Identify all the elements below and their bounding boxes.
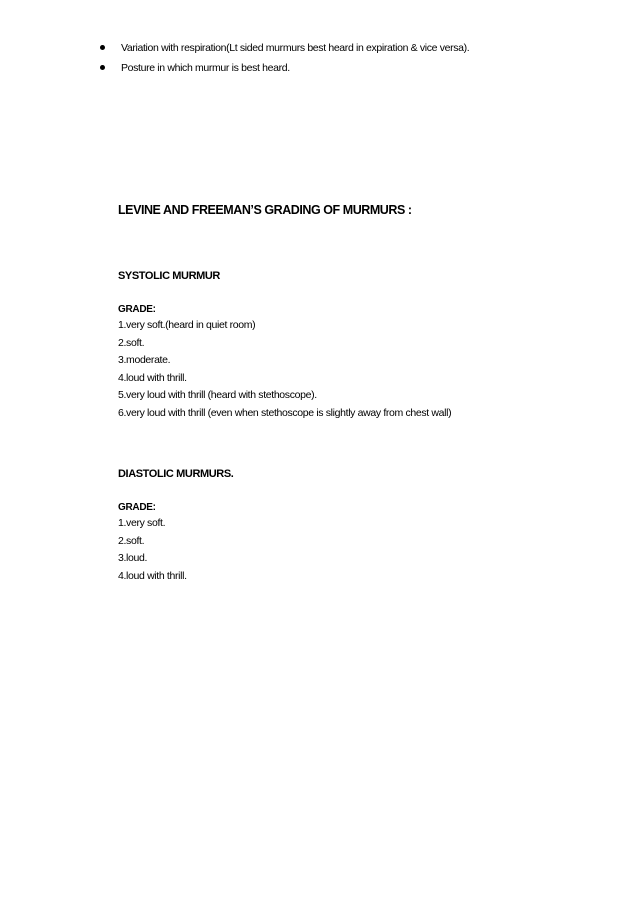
grade-item: 4.loud with thrill. bbox=[118, 371, 187, 384]
bullet-icon bbox=[100, 45, 105, 50]
bullet-icon bbox=[100, 65, 105, 70]
grade-item: 2.soft. bbox=[118, 336, 145, 349]
grade-item: 2.soft. bbox=[118, 534, 145, 547]
grade-item: 3.moderate. bbox=[118, 354, 171, 366]
bullet-item bbox=[100, 58, 620, 78]
systolic-grade-label: GRADE: bbox=[118, 304, 156, 315]
bullet-item bbox=[100, 38, 620, 58]
bullet-list bbox=[100, 38, 620, 78]
grade-item: 1.very soft. bbox=[118, 517, 166, 529]
grade-item: 4.loud with thrill. bbox=[118, 569, 187, 582]
systolic-grade-list bbox=[118, 317, 451, 422]
diastolic-grade-list bbox=[118, 515, 187, 585]
grade-item: 5.very loud with thrill (heard with stethoscope). bbox=[118, 389, 317, 401]
bullet-text: Variation with respiration(Lt sided murmurs best heard in expiration & vice versa). bbox=[121, 42, 470, 54]
systolic-heading: SYSTOLIC MURMUR bbox=[118, 270, 220, 282]
diastolic-grade-label: GRADE: bbox=[118, 502, 156, 513]
bullet-text: Posture in which murmur is best heard. bbox=[121, 62, 290, 74]
grade-item: 6.very loud with thrill (even when stethoscope is slightly away from chest wall) bbox=[118, 406, 452, 419]
grade-item: 3.loud. bbox=[118, 552, 148, 564]
grade-item: 1.very soft.(heard in quiet room) bbox=[118, 319, 256, 331]
section-title: LEVINE AND FREEMAN’S GRADING OF MURMURS : bbox=[118, 203, 412, 217]
diastolic-heading: DIASTOLIC MURMURS. bbox=[118, 468, 234, 480]
